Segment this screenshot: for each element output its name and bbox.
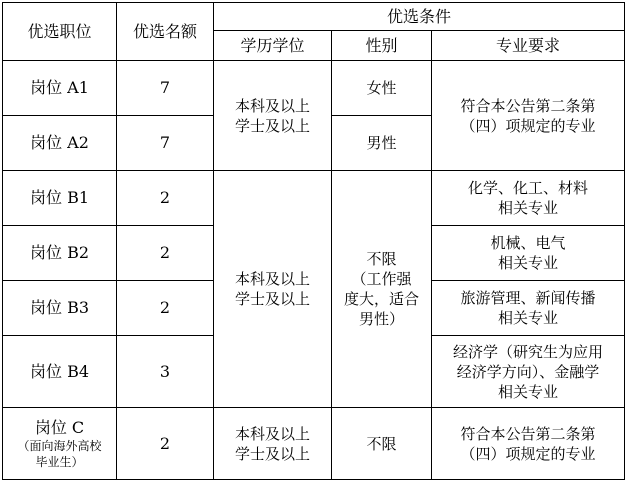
header-education: 学历学位 [214,31,332,61]
gender-cell: 女性 [332,61,432,116]
quota-cell: 2 [117,408,214,480]
education-cell: 本科及以上 学士及以上 [214,61,332,171]
quota-cell: 2 [117,226,214,281]
position-note: （面向海外高校 毕业生） [17,438,102,469]
position-cell [3,408,117,480]
position-name: 岗位 A2 [30,133,89,152]
major-cell: 符合本公告第二条第 （四）项规定的专业 [432,61,625,171]
education-cell: 本科及以上 学士及以上 [214,171,332,408]
major-cell: 符合本公告第二条第 （四）项规定的专业 [432,408,625,480]
position-name: 岗位 B1 [29,188,90,207]
position-cell [3,281,117,336]
education-cell: 本科及以上 学士及以上 [214,408,332,480]
header-quota: 优选名额 [117,3,214,61]
table-row [3,61,625,116]
major-cell: 旅游管理、新闻传播 相关专业 [432,281,625,336]
gender-cell: 不限 [332,408,432,480]
position-cell [3,226,117,281]
header-major: 专业要求 [432,31,625,61]
position-name: 岗位 B3 [29,298,90,317]
position-cell [3,171,117,226]
gender-cell: 男性 [332,116,432,171]
header-position: 优选职位 [3,3,117,61]
position-cell [3,61,117,116]
position-cell [3,336,117,408]
quota-cell: 2 [117,171,214,226]
position-name: 岗位 A1 [30,78,89,97]
position-name: 岗位 C [34,417,85,437]
recruitment-table [2,2,625,480]
major-cell: 经济学（研究生为应用 经济学方向）、金融学 相关专业 [432,336,625,408]
header-conditions: 优选条件 [214,3,625,31]
position-name: 岗位 B4 [29,361,90,381]
gender-cell: 不限 （工作强 度大，适合 男性） [332,171,432,408]
quota-cell: 7 [117,61,214,116]
position-name: 岗位 B2 [29,243,90,262]
table-row [3,408,625,480]
quota-cell: 7 [117,116,214,171]
major-cell: 机械、电气 相关专业 [432,226,625,281]
major-cell: 化学、化工、材料 相关专业 [432,171,625,226]
position-cell [3,116,117,171]
quota-cell: 3 [117,336,214,408]
table-row [3,171,625,226]
quota-cell: 2 [117,281,214,336]
header-gender: 性别 [332,31,432,61]
